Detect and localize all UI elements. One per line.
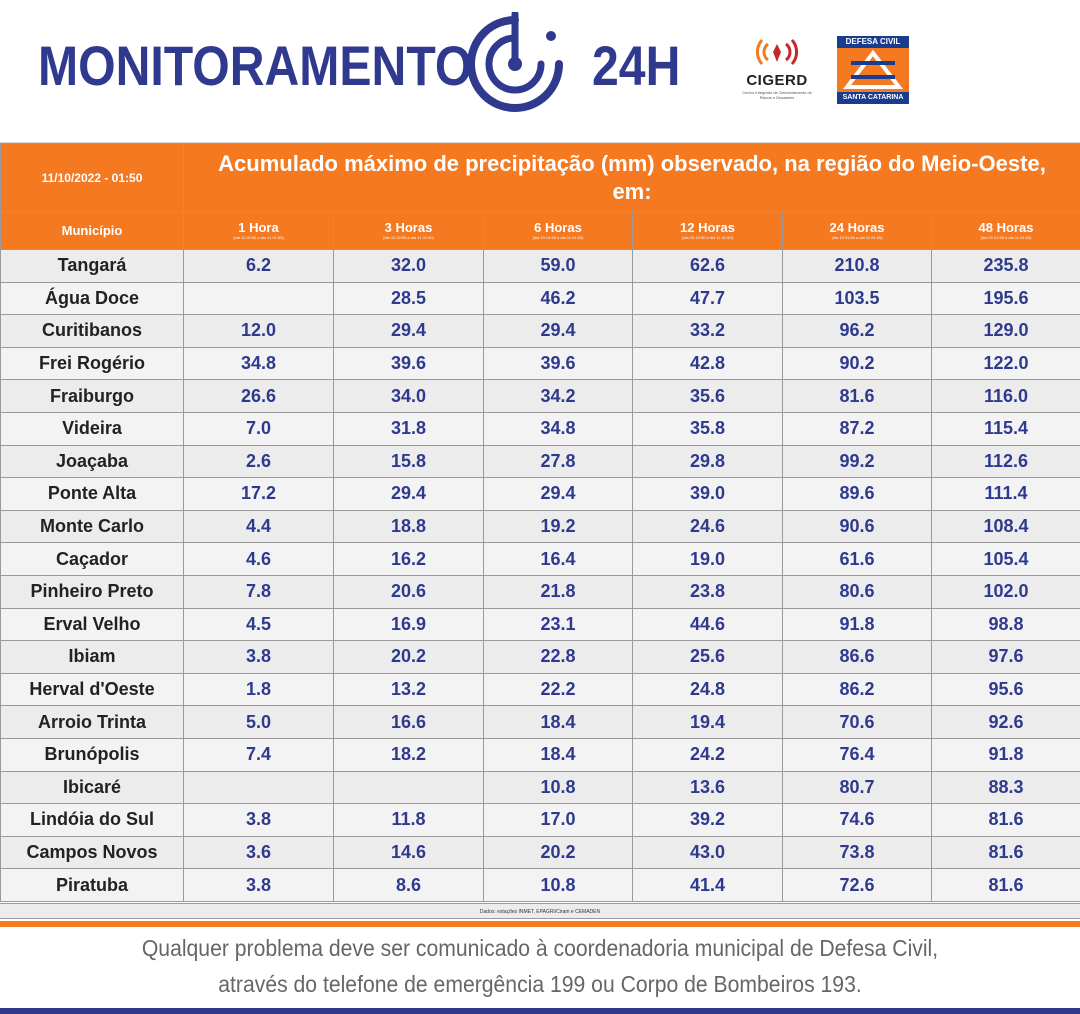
value-cell: 62.6: [633, 250, 783, 283]
column-header-label: 24 Horas: [829, 220, 885, 235]
radar-icon: [463, 12, 567, 116]
value-cell: 39.2: [633, 804, 783, 837]
value-cell: 34.8: [484, 412, 633, 445]
value-cell: 20.6: [334, 575, 484, 608]
municipality-cell: Fraiburgo: [1, 380, 184, 413]
value-cell: 19.0: [633, 543, 783, 576]
column-header: [932, 212, 1080, 250]
value-cell: 81.6: [932, 836, 1080, 869]
value-cell: 34.2: [484, 380, 633, 413]
municipality-cell: Caçador: [1, 543, 184, 576]
column-header-range: (dia 10 19:50 a dia 11 01:50): [532, 235, 584, 240]
cigerd-logo: [740, 34, 814, 106]
value-cell: 122.0: [932, 347, 1080, 380]
value-cell: 4.5: [184, 608, 334, 641]
value-cell: 25.6: [633, 641, 783, 674]
value-cell: 22.8: [484, 641, 633, 674]
value-cell: 28.5: [334, 282, 484, 315]
value-cell: 14.6: [334, 836, 484, 869]
table-row: [1, 869, 1080, 902]
value-cell: 112.6: [932, 445, 1080, 478]
value-cell: 8.6: [334, 869, 484, 902]
defesa-civil-logo: [837, 36, 909, 104]
value-cell: 108.4: [932, 510, 1080, 543]
column-header-range: (dia 10 01:50 a dia 11 01:50): [831, 235, 883, 240]
table-row: [1, 836, 1080, 869]
column-header-label: 48 Horas: [978, 220, 1034, 235]
column-header: [334, 212, 484, 250]
value-cell: 97.6: [932, 641, 1080, 674]
value-cell: 7.0: [184, 412, 334, 445]
column-header-municipio: Município: [1, 212, 184, 250]
value-cell: 24.8: [633, 673, 783, 706]
municipality-cell: Curitibanos: [1, 315, 184, 348]
value-cell: 47.7: [633, 282, 783, 315]
table-row: [1, 510, 1080, 543]
municipality-cell: Frei Rogério: [1, 347, 184, 380]
value-cell: 16.2: [334, 543, 484, 576]
value-cell: 39.0: [633, 478, 783, 511]
municipality-cell: Tangará: [1, 250, 184, 283]
value-cell: 70.6: [783, 706, 932, 739]
value-cell: 16.6: [334, 706, 484, 739]
column-header: [484, 212, 633, 250]
value-cell: 115.4: [932, 412, 1080, 445]
value-cell: 24.6: [633, 510, 783, 543]
value-cell: 18.2: [334, 738, 484, 771]
data-source: Dados: estações INMET, EPAGRI/Ciram e CEMADEN: [0, 903, 1080, 919]
value-cell: 21.8: [484, 575, 633, 608]
value-cell: 16.9: [334, 608, 484, 641]
footer-line-2: através do telefone de emergência 199 ou Corpo de Bombeiros 193.: [218, 971, 862, 997]
table-row: [1, 315, 1080, 348]
value-cell: 81.6: [783, 380, 932, 413]
cigerd-label: CIGERD: [746, 72, 808, 89]
value-cell: 210.8: [783, 250, 932, 283]
footer-line-1: Qualquer problema deve ser comunicado à coordenadoria municipal de Defesa Civil,: [141, 935, 939, 961]
value-cell: 29.4: [484, 478, 633, 511]
municipality-cell: Arroio Trinta: [1, 706, 184, 739]
table-row: [1, 738, 1080, 771]
value-cell: 29.4: [334, 315, 484, 348]
title-24h: 24H: [592, 34, 681, 97]
value-cell: 19.2: [484, 510, 633, 543]
value-cell: 96.2: [783, 315, 932, 348]
value-cell: 35.8: [633, 412, 783, 445]
municipality-cell: Monte Carlo: [1, 510, 184, 543]
column-header: [184, 212, 334, 250]
value-cell: 23.8: [633, 575, 783, 608]
value-cell: 32.0: [334, 250, 484, 283]
value-cell: 39.6: [334, 347, 484, 380]
municipality-cell: Ibiam: [1, 641, 184, 674]
value-cell: 98.8: [932, 608, 1080, 641]
value-cell: 27.8: [484, 445, 633, 478]
value-cell: 29.4: [334, 478, 484, 511]
table-row: [1, 641, 1080, 674]
value-cell: 90.6: [783, 510, 932, 543]
value-cell: 195.6: [932, 282, 1080, 315]
column-header-label: 3 Horas: [384, 220, 433, 235]
value-cell: 91.8: [932, 738, 1080, 771]
value-cell: 19.4: [633, 706, 783, 739]
value-cell: 39.6: [484, 347, 633, 380]
bottom-bar: [0, 1008, 1080, 1014]
value-cell: 5.0: [184, 706, 334, 739]
municipality-cell: Erval Velho: [1, 608, 184, 641]
column-header-range: (dia 11 00:50 a dia 11 01:50): [233, 235, 284, 240]
value-cell: 88.3: [932, 771, 1080, 804]
value-cell: 80.7: [783, 771, 932, 804]
value-cell: 15.8: [334, 445, 484, 478]
value-cell: 76.4: [783, 738, 932, 771]
precipitation-table: [0, 143, 1080, 902]
value-cell: 116.0: [932, 380, 1080, 413]
municipality-cell: Joaçaba: [1, 445, 184, 478]
column-header-range: (dia 10 22:50 a dia 11 01:50): [383, 235, 434, 240]
table-row: [1, 804, 1080, 837]
municipality-cell: Lindóia do Sul: [1, 804, 184, 837]
value-cell: 22.2: [484, 673, 633, 706]
value-cell: 29.8: [633, 445, 783, 478]
value-cell: 13.6: [633, 771, 783, 804]
table-row: [1, 380, 1080, 413]
value-cell: 7.8: [184, 575, 334, 608]
column-header-range: (dia 10 13:50 a dia 11 01:50): [682, 235, 733, 240]
value-cell: 6.2: [184, 250, 334, 283]
table-row: [1, 282, 1080, 315]
value-cell: [184, 282, 334, 315]
value-cell: 10.8: [484, 869, 633, 902]
value-cell: 3.8: [184, 869, 334, 902]
value-cell: 18.8: [334, 510, 484, 543]
value-cell: 33.2: [633, 315, 783, 348]
value-cell: 129.0: [932, 315, 1080, 348]
table-heading: Acumulado máximo de precipitação (mm) observado, na região do Meio-Oeste, em:: [184, 144, 1080, 212]
value-cell: 11.8: [334, 804, 484, 837]
value-cell: 16.4: [484, 543, 633, 576]
municipality-cell: Herval d'Oeste: [1, 673, 184, 706]
column-header-label: 6 Horas: [534, 220, 582, 235]
value-cell: 102.0: [932, 575, 1080, 608]
value-cell: 92.6: [932, 706, 1080, 739]
table-row: [1, 771, 1080, 804]
value-cell: 59.0: [484, 250, 633, 283]
value-cell: 103.5: [783, 282, 932, 315]
table-row: [1, 445, 1080, 478]
value-cell: 3.8: [184, 804, 334, 837]
value-cell: 24.2: [633, 738, 783, 771]
value-cell: 43.0: [633, 836, 783, 869]
defesa-bottom-label: SANTA CATARINA: [837, 92, 909, 104]
value-cell: 31.8: [334, 412, 484, 445]
table-row: [1, 250, 1080, 283]
value-cell: 18.4: [484, 738, 633, 771]
report-date: 11/10/2022 - 01:50: [1, 144, 184, 212]
footer: [0, 927, 1080, 1014]
value-cell: [334, 771, 484, 804]
value-cell: 23.1: [484, 608, 633, 641]
value-cell: 74.6: [783, 804, 932, 837]
value-cell: 95.6: [932, 673, 1080, 706]
title-monitoramento: MONITORAMENTO: [38, 34, 473, 97]
value-cell: 2.6: [184, 445, 334, 478]
column-header: [633, 212, 783, 250]
municipality-cell: Ibicaré: [1, 771, 184, 804]
value-cell: 35.6: [633, 380, 783, 413]
value-cell: 13.2: [334, 673, 484, 706]
value-cell: 105.4: [932, 543, 1080, 576]
table-row: [1, 478, 1080, 511]
value-cell: 12.0: [184, 315, 334, 348]
value-cell: 111.4: [932, 478, 1080, 511]
value-cell: 91.8: [783, 608, 932, 641]
value-cell: 20.2: [484, 836, 633, 869]
value-cell: 10.8: [484, 771, 633, 804]
value-cell: 86.6: [783, 641, 932, 674]
value-cell: 20.2: [334, 641, 484, 674]
defesa-civil-icon: [843, 49, 903, 91]
signal-icon: [740, 34, 814, 72]
column-header-label: 1 Hora: [238, 220, 279, 235]
value-cell: 17.0: [484, 804, 633, 837]
value-cell: [184, 771, 334, 804]
table-row: [1, 575, 1080, 608]
municipality-cell: Piratuba: [1, 869, 184, 902]
value-cell: 81.6: [932, 804, 1080, 837]
municipality-cell: Água Doce: [1, 282, 184, 315]
cigerd-sub: Centro Integrado de Gerenciamento de Riscos e Desastres: [742, 90, 812, 100]
value-cell: 81.6: [932, 869, 1080, 902]
value-cell: 7.4: [184, 738, 334, 771]
value-cell: 3.6: [184, 836, 334, 869]
value-cell: 29.4: [484, 315, 633, 348]
value-cell: 73.8: [783, 836, 932, 869]
value-cell: 235.8: [932, 250, 1080, 283]
municipality-cell: Brunópolis: [1, 738, 184, 771]
table-row: [1, 412, 1080, 445]
value-cell: 26.6: [184, 380, 334, 413]
value-cell: 18.4: [484, 706, 633, 739]
municipality-cell: Videira: [1, 412, 184, 445]
table-row: [1, 608, 1080, 641]
value-cell: 61.6: [783, 543, 932, 576]
value-cell: 72.6: [783, 869, 932, 902]
defesa-top-label: DEFESA CIVIL: [837, 36, 909, 48]
table-row: [1, 706, 1080, 739]
header: [0, 0, 1080, 143]
value-cell: 46.2: [484, 282, 633, 315]
value-cell: 1.8: [184, 673, 334, 706]
municipality-cell: Campos Novos: [1, 836, 184, 869]
table-row: [1, 543, 1080, 576]
municipality-cell: Pinheiro Preto: [1, 575, 184, 608]
value-cell: 34.8: [184, 347, 334, 380]
value-cell: 3.8: [184, 641, 334, 674]
table-row: [1, 673, 1080, 706]
value-cell: 4.4: [184, 510, 334, 543]
value-cell: 99.2: [783, 445, 932, 478]
value-cell: 90.2: [783, 347, 932, 380]
value-cell: 44.6: [633, 608, 783, 641]
column-header-label: 12 Horas: [680, 220, 735, 235]
value-cell: 42.8: [633, 347, 783, 380]
value-cell: 17.2: [184, 478, 334, 511]
table-row: [1, 347, 1080, 380]
municipality-cell: Ponte Alta: [1, 478, 184, 511]
value-cell: 34.0: [334, 380, 484, 413]
value-cell: 86.2: [783, 673, 932, 706]
value-cell: 80.6: [783, 575, 932, 608]
value-cell: 87.2: [783, 412, 932, 445]
value-cell: 89.6: [783, 478, 932, 511]
value-cell: 41.4: [633, 869, 783, 902]
column-header: [783, 212, 932, 250]
column-header-range: (dia 09 01:50 a dia 11 01:50): [980, 235, 1032, 240]
value-cell: 4.6: [184, 543, 334, 576]
